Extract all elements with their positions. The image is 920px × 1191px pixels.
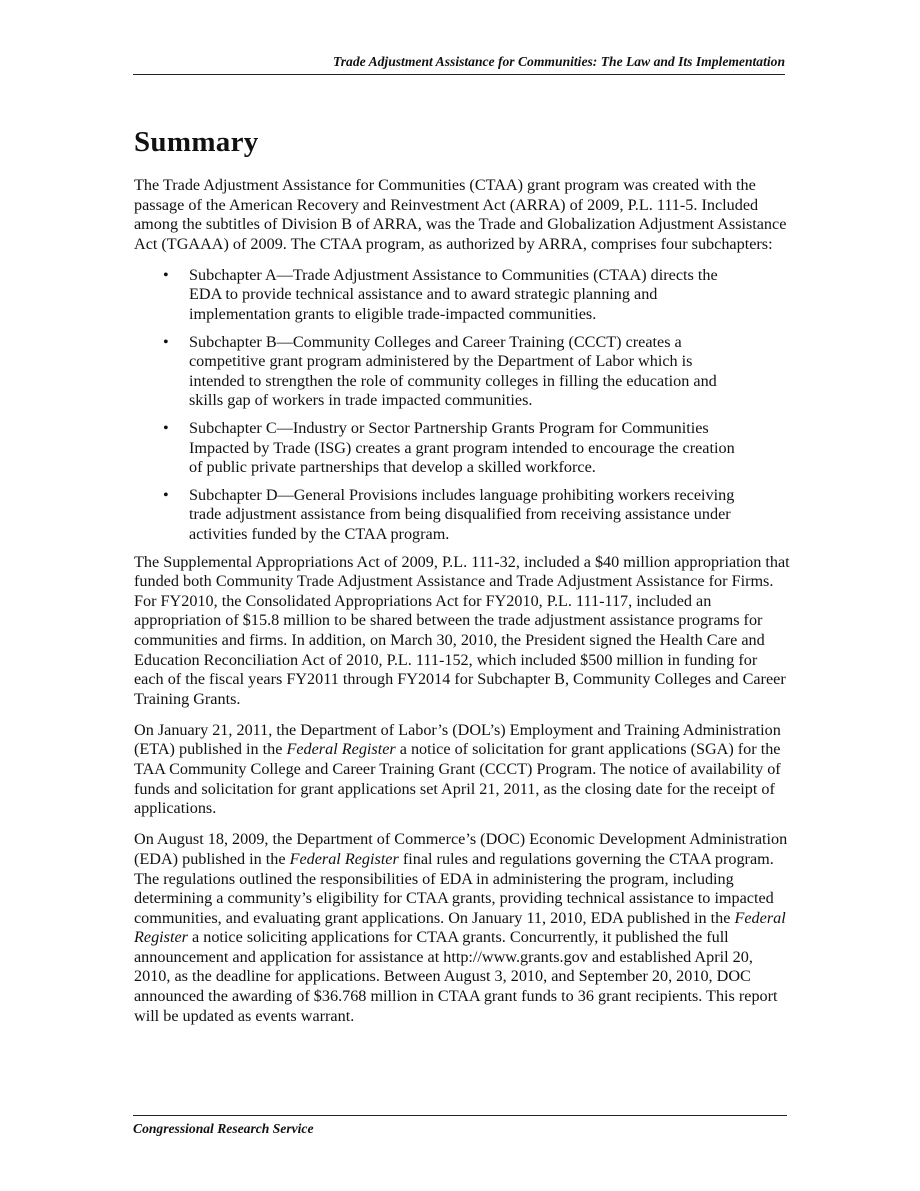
federal-register-title: Federal Register [289,849,399,868]
subchapter-list [134,266,790,545]
running-footer: Congressional Research Service [133,1115,787,1138]
appropriations-paragraph: The Supplemental Appropriations Act of 2009, P.L. 111-32, included a $40 million appropriation that funded both Community Trade Adjustment Assistance and Trade Adjustment Assistance for Firms. For FY2010, the Consolidated Appropriations Act for FY2010, P.L. 111-117, included an appropriation of $15.8 million to be shared between the trade adjustment assistance programs for communities and firms. In addition, on March 30, 2010, the President signed the Health Care and Education Reconciliation Act of 2010, P.L. 111-152, which included $500 million in funding for each of the fiscal years FY2011 through FY2014 for Subchapter B, Community Colleges and Career Training Grants. [134,552,790,708]
dol-text-1: On January 21, 2011, the Department of Labor’s (DOL’s) Employment and Training Administration (ETA) published in the [134,720,781,759]
federal-register-title: Federal Register [286,740,396,759]
doc-text-1: On August 18, 2009, the Department of Commerce’s (DOC) Economic Development Administration (EDA) published in the [134,830,788,868]
federal-register-title: Federal Register [134,908,786,947]
doc-paragraph [134,830,790,1026]
list-item [163,332,739,411]
list-item [163,265,739,325]
dol-text-2: a notice of solicitation for grant applications (SGA) for the TAA Community College and Career Training Grant (CCCT) Program. The notice of availability of funds and solicitation for grant applications set April 21, 2011, as the closing date for the receipt of applications. [134,740,781,818]
summary-body [134,176,790,1038]
bullet-icon: • [163,419,169,438]
bullet-icon: • [163,265,169,284]
list-item-text: Subchapter B—Community Colleges and Career Training (CCCT) creates a competitive grant program administered by the Department of Labor which is intended to strengthen the role of community colleges in filling the education and skills gap of workers in trade impacted communities. [189,332,717,410]
dol-paragraph [134,721,790,819]
list-item-text: Subchapter D—General Provisions includes language prohibiting workers receiving trade adjustment assistance from being disqualified from receiving assistance under activities funded by the CTAA program. [189,485,735,543]
bullet-icon: • [163,485,169,504]
list-item-text: Subchapter A—Trade Adjustment Assistance to Communities (CTAA) directs the EDA to provide technical assistance and to award strategic planning and implementation grants to eligible trade-impacted communities. [189,265,718,324]
intro-paragraph: The Trade Adjustment Assistance for Communities (CTAA) grant program was created with the passage of the American Recovery and Reinvestment Act (ARRA) of 2009, P.L. 111-5. Included among the subtitles of Division B of ARRA, was the Trade and Globalization Adjustment Assistance Act (TGAAA) of 2009. The CTAA program, as authorized by ARRA, comprises four subchapters: [134,176,787,253]
running-header: Trade Adjustment Assistance for Communities: The Law and Its Implementation [133,53,785,75]
bullet-icon: • [163,332,169,351]
list-item [163,485,739,545]
list-item-text: Subchapter C—Industry or Sector Partnership Grants Program for Communities Impacted by Trade (ISG) creates a grant program intended to encourage the creation of public private partnerships that develop a skilled workforce. [189,419,735,477]
doc-text-3: a notice soliciting applications for CTAA grants. Concurrently, it published the full announcement and application for assistance at http://www.grants.gov and established April 20, 2010, as the deadline for applications. Between August 3, 2010, and September 20, 2010, DOC announced the awarding of $36.768 million in CTAA grant funds to 36 grant recipients. This report will be updated as events warrant. [134,928,778,1025]
list-item [163,419,739,478]
doc-text-2: final rules and regulations governing the CTAA program. The regulations outlined the responsibilities of EDA in administering the program, including determining a community’s eligibility for CTAA grants, providing technical assistance to impacted communities, and evaluating grant applications. On January 11, 2010, EDA published in the [134,849,774,927]
page-title: Summary [134,126,259,158]
